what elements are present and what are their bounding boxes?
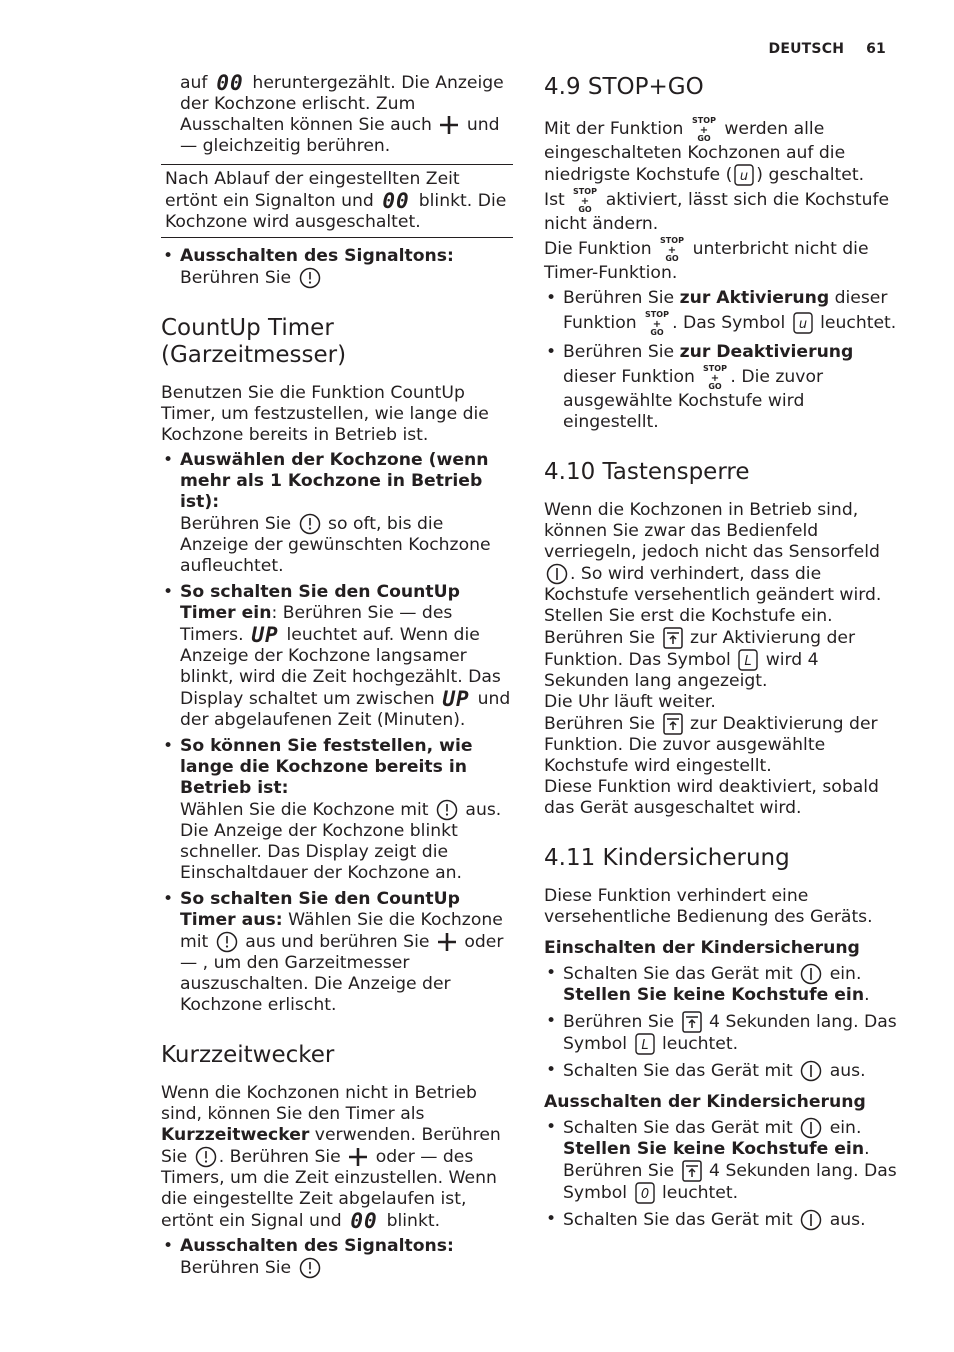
intro-paragraph <box>161 72 513 157</box>
text: aus. <box>829 1210 866 1230</box>
text: . Berühren Sie <box>218 1147 341 1167</box>
text: So schalten Sie den CountUp Timer ein <box>180 582 460 623</box>
stopgo-paragraph <box>544 115 904 186</box>
text: oder — des Timers, um die Zeit einzustellen. Wenn die eingestellte Zeit abgelaufen ist, ertönt ein Signal und <box>161 1147 497 1231</box>
text: leuchtet. <box>820 313 897 333</box>
display-l-icon <box>635 1033 655 1055</box>
text: . Berühren Sie <box>563 1139 870 1181</box>
text: Berühren Sie <box>544 628 656 648</box>
list-item <box>544 1117 904 1204</box>
text: werden alle eingeschalteten Kochzonen auf die niedrigste Kochstufe ( <box>544 119 846 185</box>
text: Berühren Sie <box>563 1012 675 1032</box>
text: Wenn die Kochzonen nicht in Betrieb sind, können Sie den Timer als <box>161 1083 477 1124</box>
stop-go-icon <box>572 186 598 214</box>
einschalten-list <box>544 963 904 1082</box>
timer-icon <box>436 799 458 821</box>
countup-intro: Benutzen Sie die Funktion CountUp Timer, um festzustellen, wie lange die Kochzone bereits in Betrieb ist. <box>161 383 489 445</box>
text: 4 Sekunden lang. Das Symbol <box>563 1012 897 1054</box>
list-item <box>544 1011 904 1055</box>
svg-text:STOP: STOP <box>691 116 716 125</box>
timer-icon <box>299 267 321 289</box>
text: Wenn die Kochzonen in Betrieb sind, können Sie zwar das Bedienfeld verriegeln, jedoch nicht das Sensorfeld <box>544 500 880 562</box>
kurzzeitwecker-paragraph <box>161 1083 513 1232</box>
list-item <box>544 963 904 1006</box>
display-up-icon <box>251 624 279 646</box>
text: blinkt. <box>386 1211 441 1231</box>
text: Die Uhr läuft weiter. <box>544 692 716 712</box>
timer-icon <box>299 1257 321 1279</box>
svg-text:STOP: STOP <box>703 364 728 373</box>
display-u-icon <box>734 164 754 186</box>
text: : Berühren Sie — des Timers. <box>180 603 453 645</box>
signal-off-list <box>161 246 513 289</box>
text: aus. <box>829 1061 866 1081</box>
text: Schalten Sie das Gerät mit <box>563 1061 793 1081</box>
tastensperre-heading: 4.10 Tastensperre <box>544 459 750 485</box>
text: ) geschaltet. <box>756 165 865 185</box>
svg-text:UP: UP <box>442 688 470 710</box>
svg-text:L: L <box>640 1038 649 1053</box>
text: Wählen Sie die Kochzone mit <box>180 910 503 952</box>
svg-text:00: 00 <box>382 190 410 212</box>
power-icon <box>800 1117 822 1139</box>
svg-text:STOP: STOP <box>573 187 598 196</box>
text: heruntergezählt. Die Anzeige der Kochzone erlischt. Zum Ausschalten können Sie auch <box>180 73 504 135</box>
power-icon <box>546 563 568 585</box>
display-00-icon <box>215 72 245 94</box>
display-00-icon <box>381 190 411 212</box>
lock-icon <box>663 627 683 649</box>
text: aus. Die Anzeige der Kochzone blinkt schneller. Das Display zeigt die Einschaltdauer der Kochzone an. <box>180 800 502 883</box>
svg-text:GO: GO <box>578 205 592 214</box>
text: Stellen Sie keine Kochstufe ein <box>563 985 865 1005</box>
stop-go-icon <box>644 309 670 337</box>
list-item <box>161 246 513 289</box>
display-l-icon <box>738 649 758 671</box>
svg-text:u: u <box>740 169 749 184</box>
svg-text:+: + <box>711 373 720 384</box>
countup-list <box>161 450 513 1016</box>
svg-text:GO: GO <box>665 254 679 263</box>
lock-icon <box>682 1160 702 1182</box>
text: Diese Funktion wird deaktiviert, sobald das Gerät ausgeschaltet wird. <box>544 777 879 818</box>
ausschalten-heading: Ausschalten der Kindersicherung <box>544 1092 866 1112</box>
text: zur Deaktivierung der Funktion. Die zuvor ausgewählte Kochstufe wird eingestellt. <box>544 714 878 776</box>
note-box <box>161 164 513 238</box>
countup-heading: CountUp Timer (Garzeitmesser) <box>161 315 347 368</box>
text: Ist <box>544 190 565 210</box>
text: Schalten Sie das Gerät mit <box>563 1210 793 1230</box>
kindersicherung-intro: Diese Funktion verhindert eine versehentliche Bedienung des Geräts. <box>544 886 873 927</box>
einschalten-heading: Einschalten der Kindersicherung <box>544 938 860 958</box>
text: aus und berühren Sie <box>245 932 430 952</box>
text: Berühren Sie <box>180 514 292 534</box>
stop-go-icon <box>691 115 717 143</box>
text: aktiviert, lässt sich die Kochstufe nicht ändern. <box>544 190 890 234</box>
text: So können Sie feststellen, wie lange die Kochzone bereits in Betrieb ist: <box>180 736 473 798</box>
svg-text:UP: UP <box>251 624 279 646</box>
list-item <box>544 1060 904 1082</box>
list-item <box>161 1236 513 1279</box>
kurzzeitwecker-heading: Kurzzeitwecker <box>161 1042 335 1068</box>
text: dieser Funktion <box>563 288 888 333</box>
timer-icon <box>195 1146 217 1168</box>
text: leuchtet auf. Wenn die Anzeige der Kochzone langsamer blinkt, wird die Zeit hochgezählt. Das Display schaltet um zwischen <box>180 625 501 709</box>
text: Schalten Sie das Gerät mit <box>563 1118 793 1138</box>
text: . Die zuvor ausgewählte Kochstufe wird eingestellt. <box>563 367 824 432</box>
text: unterbricht nicht die Timer-Funktion. <box>544 239 869 283</box>
text: dieser Funktion <box>563 367 695 387</box>
text: und der abgelaufenen Zeit (Minuten). <box>180 689 511 730</box>
plus-icon <box>437 932 457 952</box>
stopgo-list <box>544 288 904 433</box>
stop-go-icon <box>702 363 728 391</box>
timer-icon <box>299 513 321 535</box>
text: Berühren Sie <box>180 1258 292 1278</box>
svg-text:+: + <box>581 196 590 207</box>
list-item <box>161 889 513 1016</box>
text: Kurzzeitwecker <box>161 1125 310 1145</box>
stopgo-heading: 4.9 STOP+GO <box>544 74 704 100</box>
text: Stellen Sie keine Kochstufe ein <box>563 1139 865 1159</box>
text: zur Deaktivierung <box>679 342 854 362</box>
svg-text:00: 00 <box>216 72 244 94</box>
text: So schalten Sie den CountUp Timer aus: <box>180 889 460 930</box>
text: Stellen Sie erst die Kochstufe ein. <box>544 606 833 626</box>
stopgo-paragraph <box>544 235 904 284</box>
svg-text:GO: GO <box>708 382 723 391</box>
power-icon <box>800 1060 822 1082</box>
text: Wählen Sie die Kochzone mit <box>180 800 429 820</box>
list-item <box>544 342 904 433</box>
text: Mit der Funktion <box>544 119 684 139</box>
text: Berühren Sie <box>544 714 656 734</box>
text: verwenden. Berühren Sie <box>161 1125 501 1167</box>
stop-go-icon <box>659 235 685 263</box>
list-item <box>161 736 513 884</box>
text: Ausschalten des Signaltons: <box>180 246 454 266</box>
timer-icon <box>216 931 238 953</box>
lock-icon <box>682 1011 702 1033</box>
page-header <box>769 39 886 60</box>
svg-text:STOP: STOP <box>645 310 670 319</box>
text: leuchtet. <box>661 1183 739 1203</box>
svg-text:STOP: STOP <box>660 236 685 245</box>
text: wird 4 Sekunden lang angezeigt. <box>544 650 819 691</box>
text: Ausschalten des Signaltons: <box>180 1236 454 1256</box>
text: zur Aktivierung <box>679 288 830 308</box>
stopgo-paragraph <box>544 186 904 235</box>
power-icon <box>800 963 822 985</box>
text: Auswählen der Kochzone (wenn mehr als 1 Kochzone in Betrieb ist): <box>180 450 489 512</box>
svg-text:u: u <box>798 317 807 332</box>
text: Berühren Sie <box>563 342 675 362</box>
page-number: 61 <box>866 41 886 57</box>
display-00-icon <box>349 1210 379 1232</box>
text: so oft, bis die Anzeige der gewünschten Kochzone aufleuchtet. <box>180 514 491 576</box>
text: . <box>864 985 870 1005</box>
text: ein. <box>829 1118 862 1138</box>
text: leuchtet. <box>661 1034 739 1054</box>
display-0-icon <box>635 1182 655 1204</box>
plus-icon <box>439 115 459 135</box>
svg-text:+: + <box>652 319 662 330</box>
tastensperre-paragraph <box>544 500 904 819</box>
list-item <box>161 582 513 731</box>
svg-text:00: 00 <box>350 1210 378 1232</box>
text: Berühren Sie <box>180 268 292 288</box>
text: . So wird verhindert, dass die Kochstufe versehentlich geändert wird. <box>544 564 882 605</box>
text: blinkt. Die Kochzone wird ausgeschaltet. <box>165 191 507 232</box>
text: 4 Sekunden lang. Das Symbol <box>563 1161 897 1203</box>
svg-text:+: + <box>699 125 709 136</box>
kindersicherung-heading: 4.11 Kindersicherung <box>544 845 790 871</box>
text: Nach Ablauf der eingestellten Zeit ertönt ein Signalton und <box>165 169 460 211</box>
header-language: DEUTSCH <box>768 41 845 57</box>
svg-text:0: 0 <box>640 1187 649 1202</box>
svg-text:GO: GO <box>697 134 711 143</box>
signal-off-list <box>161 1236 513 1279</box>
text: zur Aktivierung der Funktion. Das Symbol <box>544 628 856 670</box>
left-column <box>161 72 513 1284</box>
display-up-icon <box>442 688 470 710</box>
list-item <box>544 1209 904 1231</box>
ausschalten-list <box>544 1117 904 1231</box>
list-item <box>544 288 904 337</box>
svg-text:L: L <box>744 654 752 669</box>
text: Die Funktion <box>544 239 652 259</box>
text: auf <box>180 73 208 93</box>
text: ein. <box>829 964 862 984</box>
list-item <box>161 450 513 577</box>
svg-text:+: + <box>667 245 677 256</box>
right-column <box>544 72 904 1236</box>
plus-icon <box>348 1147 368 1167</box>
lock-icon <box>663 713 683 735</box>
text: Berühren Sie <box>563 288 675 308</box>
text: Schalten Sie das Gerät mit <box>563 964 793 984</box>
display-u-icon <box>793 312 813 334</box>
text: . Das Symbol <box>672 313 786 333</box>
svg-text:GO: GO <box>650 328 664 337</box>
text: oder — , um den Garzeitmesser auszuschalten. Die Anzeige der Kochzone erlischt. <box>180 932 504 1015</box>
power-icon <box>800 1209 822 1231</box>
text: und — gleichzeitig berühren. <box>180 115 500 156</box>
